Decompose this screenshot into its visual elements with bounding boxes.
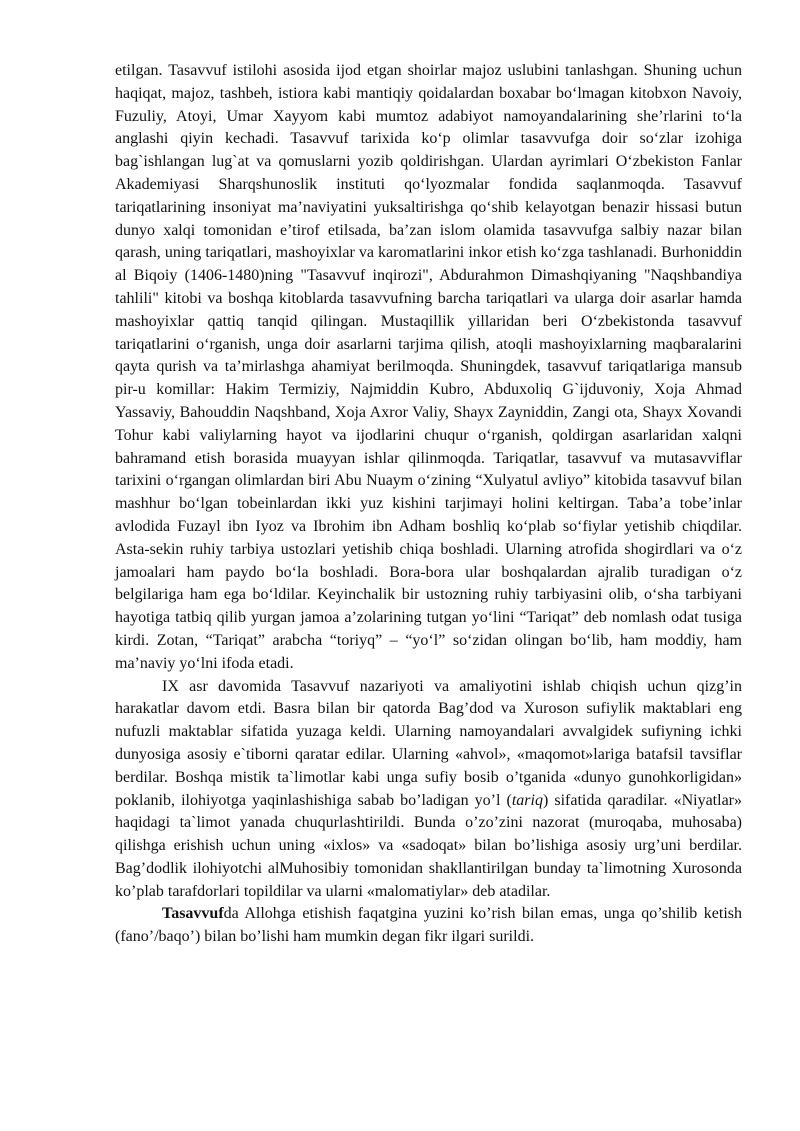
paragraph-1: etilgan. Tasavvuf istilohi asosida ijod etgan shoirlar majoz uslubini tanlashgan. Shuning uchun haqiqat, majoz, tashbeh, istiora kabi mantiqiy qoidalardan boxabar bo‘lmagan kitobxon Navoiy, Fuzuliy, Atoyi, Umar Xayyom kabi mumtoz adabiyot namoyandalarining she’rlarini to‘la anglashi qiyin kechadi. Tasavvuf tarixida ko‘p olimlar tasavvufga doir so‘zlar izohiga bag`ishlangan lug`at va qomuslarni yozib qoldirishgan. Ulardan ayrimlari O‘zbekiston Fanlar Akademiyasi Sharqshunoslik instituti qo‘lyozmalar fondida saqlanmoqda. Tasavvuf tariqatlarining insoniyat ma’naviyatini yuksaltirishga qo‘shib kelayotgan benazir hissasi butun dunyo xalqi tomonidan e’tirof etilsada, ba’zan islom olamida tasavvufga salbiy nazar bilan qarash, uning tariqatlari, mashoyixlar va karomatlarini inkor etish ko‘zga tashlanadi. Burhoniddin al Biqoiy (1406-1480)ning "Tasavvuf inqirozi", Abdurahmon Dimashqiyaning "Naqshbandiya tahlili" kitobi va boshqa kitoblarda tasavvufning barcha tariqatlari va ularga doir asarlar hamda mashoyixlar qattiq tanqid qilingan. Mustaqillik yillaridan beri O‘zbekistonda tasavvuf tariqatlarini o‘rganish, unga doir asarlarni tarjima qilish, atoqli mashoyixlarning maqbaralarini qayta qurish va ta’mirlashga ahamiyat berilmoqda. Shuningdek, tasavvuf tariqatlariga mansub pir-u komillar: Hakim Termiziy, Najmiddin Kubro, Abduxoliq G`ijduvoniy, Xoja Ahmad Yassaviy, Bahouddin Naqshband, Xoja Axror Valiy, Shayx Zayniddin, Zangi ota, Shayx Xovandi Tohur kabi valiylarning hayot va ijodlarini chuqur o‘rganish, qoldirgan asarlaridan xalqni bahramand etish borasida muayyan ishlar qilinmoqda. Tariqatlar, tasavvuf va mutasavviflar tarixini o‘rgangan olimlardan biri Abu Nuaym o‘zining “Xulyatul avliyo” kitobida tasavvuf bilan mashhur bo‘lgan tobeinlardan ikki yuz kishini tarjimayi holini keltirgan. Taba’a tobe’inlar avlodida Fuzayl ibn Iyoz va Ibrohim ibn Adham boshliq ko‘plab so‘fiylar yetishib chiqdilar. Asta-sekin ruhiy tarbiya ustozlari yetishib chiqa boshladi. Ularning atrofida shogirdlari va o‘z jamoalari ham paydo bo‘la boshladi. Bora-bora ular boshqalardan ajralib turadigan o‘z belgilariga ham ega bo‘ldilar. Keyinchalik bir ustozning ruhiy tarbiyasini olib, o‘sha tarbiyani hayotiga tatbiq qilib yurgan jamoa a’zolarining tutgan yo‘lini “Tariqat” deb nomlash odat tusiga kirdi. Zotan, “Tariqat” arabcha “toriyq” – “yo‘l” so‘zidan olingan bo‘lib, ham moddiy, ham ma’naviy yo‘lni ifoda etadi. bbox=[115, 62, 742, 672]
paragraph-2-italic-term: tariq bbox=[511, 791, 543, 809]
paragraph-2-text-end: ) sifatida qaradilar. «Niyatlar» haqidagi ta`limot yanada chuqurlashtirildi. Bunda o’zo’zini nazorat (muroqaba, muhosaba) qilishga erishish uchun uning «ixlos» va «sadoqat» bilan bo’lishiga asosiy urg’uni berdilar. Bag’dodlik ilohiyotchi alMuhosibiy tomonidan shakllantirilgan bunday ta`limotning Xurosonda ko’plab tarafdorlari topildilar va ularni «malomatiylar» deb atadilar. bbox=[115, 791, 742, 900]
paragraph-2 bbox=[115, 676, 742, 904]
paragraph-3-bold-term: Tasavvuf bbox=[162, 905, 224, 923]
paragraph-3 bbox=[115, 903, 742, 949]
paragraph-3-text: da Allohga etishish faqatgina yuzini ko’rish bilan emas, unga qo’shilib ketish (fano’/baqo’) bilan bo’lishi ham mumkin degan fikr ilgari surildi. bbox=[115, 905, 742, 946]
paragraph-2-text-start: IX asr davomida Tasavvuf nazariyoti va amaliyotini ishlab chiqish uchun qizg’in harakatlar davom etdi. Basra bilan bir qatorda Bag’dod va Xuroson sufiylik maktablari eng nufuzli maktablar sifatida yuzaga keldi. Ularning namoyandalari avvalgidek sufiyning ichki dunyosiga asosiy e`tiborni qaratar edilar. Ularning «ahvol», «maqomot»lariga batafsil tavsiflar berdilar. Boshqa mistik ta`limotlar kabi unga sufiy bosib o’tganida «dunyo gunohkorligidan» poklanib, ilohiyotga yaqinlashishiga sabab bo’ladigan yo’l ( bbox=[115, 677, 742, 809]
